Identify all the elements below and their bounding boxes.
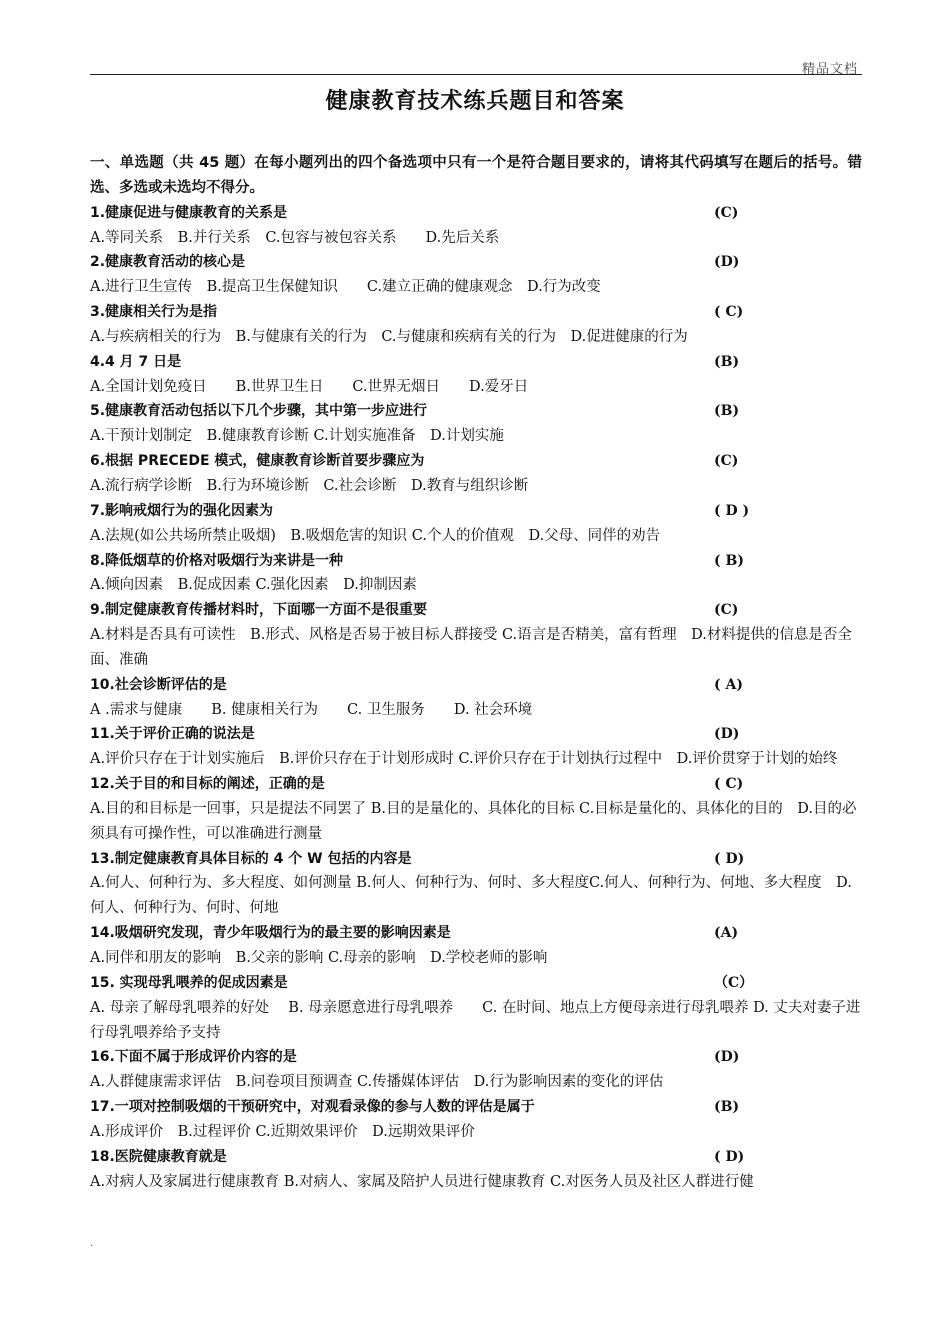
- question-stem: 17.一项对控制吸烟的干预研究中，对观看录像的参与人数的评估是属于: [90, 1099, 535, 1116]
- question-line: [90, 449, 862, 474]
- question-answer: ( A): [714, 676, 743, 693]
- question-item: [90, 449, 862, 499]
- question-stem: 16.下面不属于形成评价内容的是: [90, 1049, 297, 1066]
- question-stem: 9.制定健康教育传播材料时，下面哪一方面不是很重要: [90, 602, 428, 619]
- question-item: [90, 201, 862, 251]
- question-line: [90, 598, 862, 623]
- question-item: [90, 722, 862, 772]
- question-stem: 11.关于评价正确的说法是: [90, 726, 255, 743]
- question-answer: （C）: [714, 974, 754, 991]
- question-options: A.目的和目标是一回事，只是提法不同罢了 B.目的是量化的、具体化的目标 C.目标是量化的、具体化的目的 D.目的必须具有可操作性，可以准确进行测量: [90, 800, 857, 842]
- question-options: A.法规(如公共场所禁止吸烟) B.吸烟危害的知识 C.个人的价值观 D.父母、同伴的劝告: [90, 527, 661, 544]
- question-line: [90, 1095, 862, 1120]
- question-item: [90, 772, 862, 847]
- question-item: [90, 399, 862, 449]
- question-stem: 15. 实现母乳喂养的促成因素是: [90, 974, 288, 991]
- question-options: A.同伴和朋友的影响 B.父亲的影响 C.母亲的影响 D.学校老师的影响: [90, 950, 548, 966]
- question-options: A.等同关系 B.并行关系 C.包容与被包容关系 D.先后关系: [90, 229, 500, 246]
- question-options: A.材料是否具有可读性 B.形式、风格是否易于被目标人群接受 C.语言是否精美，富有哲理 D.材料提供的信息是否全面、准确: [90, 627, 852, 668]
- question-answer: (B): [714, 353, 740, 370]
- question-stem: 13.制定健康教育具体目标的 4 个 W 包括的内容是: [90, 850, 412, 867]
- question-options: A.对病人及家属进行健康教育 B.对病人、家属及陪护人员进行健康教育 C.对医务人员及社区人群进行健: [90, 1173, 754, 1190]
- question-answer: (C): [714, 453, 739, 470]
- question-item: [90, 350, 862, 400]
- question-line: [90, 722, 862, 747]
- question-answer: ( D): [714, 850, 745, 867]
- footer-mark: .: [90, 1238, 94, 1249]
- question-line: [90, 772, 862, 797]
- question-item: [90, 250, 862, 300]
- question-item: [90, 673, 862, 723]
- question-stem: 14.吸烟研究发现，青少年吸烟行为的最主要的影响因素是: [90, 925, 451, 942]
- question-item: [90, 1095, 862, 1145]
- question-item: [90, 1045, 862, 1095]
- question-options: A.人群健康需求评估 B.问卷项目预调查 C.传播媒体评估 D.行为影响因素的变化的评估: [90, 1074, 664, 1091]
- header-note: 精品文档: [801, 62, 858, 77]
- question-stem: 18.医院健康教育就是: [90, 1148, 227, 1165]
- question-line: [90, 201, 862, 226]
- question-stem: 10.社会诊断评估的是: [90, 676, 227, 693]
- question-item: [90, 971, 862, 1046]
- question-line: [90, 399, 862, 424]
- question-item: [90, 598, 862, 673]
- question-line: [90, 847, 862, 872]
- question-item: [90, 1145, 862, 1195]
- question-answer: (C): [714, 204, 739, 221]
- section-intro: 一、单选题（共 45 题）在每小题列出的四个备选项中只有一个是符合题目要求的，请将其代码填写在题后的括号。错选、多选或未选均不得分。: [90, 155, 862, 196]
- question-stem: 12.关于目的和目标的阐述，正确的是: [90, 776, 325, 793]
- question-options: A.形成评价 B.过程评价 C.近期效果评价 D.远期效果评价: [90, 1123, 475, 1140]
- question-answer: ( B): [714, 552, 744, 569]
- page-title: 健康教育技术练兵题目和答案: [325, 89, 625, 114]
- question-item: [90, 847, 862, 922]
- question-options: A.流行病学诊断 B.行为环境诊断 C.社会诊断 D.教育与组织诊断: [90, 477, 529, 494]
- question-list: [90, 201, 862, 1195]
- question-answer: (B): [714, 403, 740, 420]
- question-item: [90, 921, 862, 971]
- question-answer: (D): [714, 1049, 740, 1066]
- question-stem: 5.健康教育活动包括以下几个步骤，其中第一步应进行: [90, 403, 428, 420]
- header-rule: [90, 74, 862, 75]
- question-stem: 3.健康相关行为是指: [90, 304, 218, 321]
- question-stem: 7.影响戒烟行为的强化因素为: [90, 502, 274, 519]
- question-item: [90, 549, 862, 599]
- question-answer: (D): [714, 726, 740, 743]
- question-options: A.与疾病相关的行为 B.与健康有关的行为 C.与健康和疾病有关的行为 D.促进健康的行为: [90, 328, 688, 345]
- question-options: A.何人、何种行为、多大程度、如何测量 B.何人、何种行为、何时、多大程度C.何人、何种行为、何地、多大程度 D.何人、何种行为、何时、何地: [90, 875, 852, 917]
- document-body: [90, 151, 862, 1194]
- question-stem: 4.4 月 7 日是: [90, 353, 182, 370]
- question-stem: 6.根据 PRECEDE 模式，健康教育诊断首要步骤应为: [90, 453, 425, 470]
- question-stem: 1.健康促进与健康教育的关系是: [90, 204, 288, 221]
- question-options: A.倾向因素 B.促成因素 C.强化因素 D.抑制因素: [90, 577, 417, 594]
- question-answer: (C): [714, 602, 739, 619]
- question-line: [90, 350, 862, 375]
- question-line: [90, 250, 862, 275]
- question-line: [90, 1045, 862, 1070]
- question-answer: (A): [714, 925, 739, 942]
- question-options: A.全国计划免疫日 B.世界卫生日 C.世界无烟日 D.爱牙日: [90, 378, 529, 395]
- question-answer: ( C): [714, 304, 744, 321]
- question-answer: (B): [714, 1099, 740, 1116]
- question-stem: 2.健康教育活动的核心是: [90, 254, 246, 271]
- question-options: A.评价只存在于计划实施后 B.评价只存在于计划形成时 C.评价只存在于计划执行过程中 D.评价贯穿于计划的始终: [90, 751, 838, 768]
- question-line: [90, 971, 862, 996]
- question-line: [90, 499, 862, 524]
- question-answer: ( C): [714, 776, 744, 793]
- question-line: [90, 673, 862, 698]
- question-line: [90, 300, 862, 325]
- question-item: [90, 499, 862, 549]
- question-line: [90, 1145, 862, 1170]
- question-stem: 8.降低烟草的价格对吸烟行为来讲是一种: [90, 552, 344, 569]
- question-options: A.进行卫生宣传 B.提高卫生保健知识 C.建立正确的健康观念 D.行为改变: [90, 279, 601, 296]
- question-options: A. 母亲了解母乳喂养的好处 B. 母亲愿意进行母乳喂养 C. 在时间、地点上方便母亲进行母乳喂养 D. 丈夫对妻子进行母乳喂养给予支持: [90, 999, 861, 1041]
- question-options: A.干预计划制定 B.健康教育诊断 C.计划实施准备 D.计划实施: [90, 428, 504, 445]
- question-line: [90, 921, 862, 946]
- question-line: [90, 549, 862, 574]
- question-answer: ( D): [714, 1148, 745, 1165]
- question-answer: (D): [714, 254, 740, 271]
- question-options: A .需求与健康 B. 健康相关行为 C. 卫生服务 D. 社会环境: [90, 701, 533, 718]
- question-item: [90, 300, 862, 350]
- question-answer: ( D ): [714, 502, 750, 519]
